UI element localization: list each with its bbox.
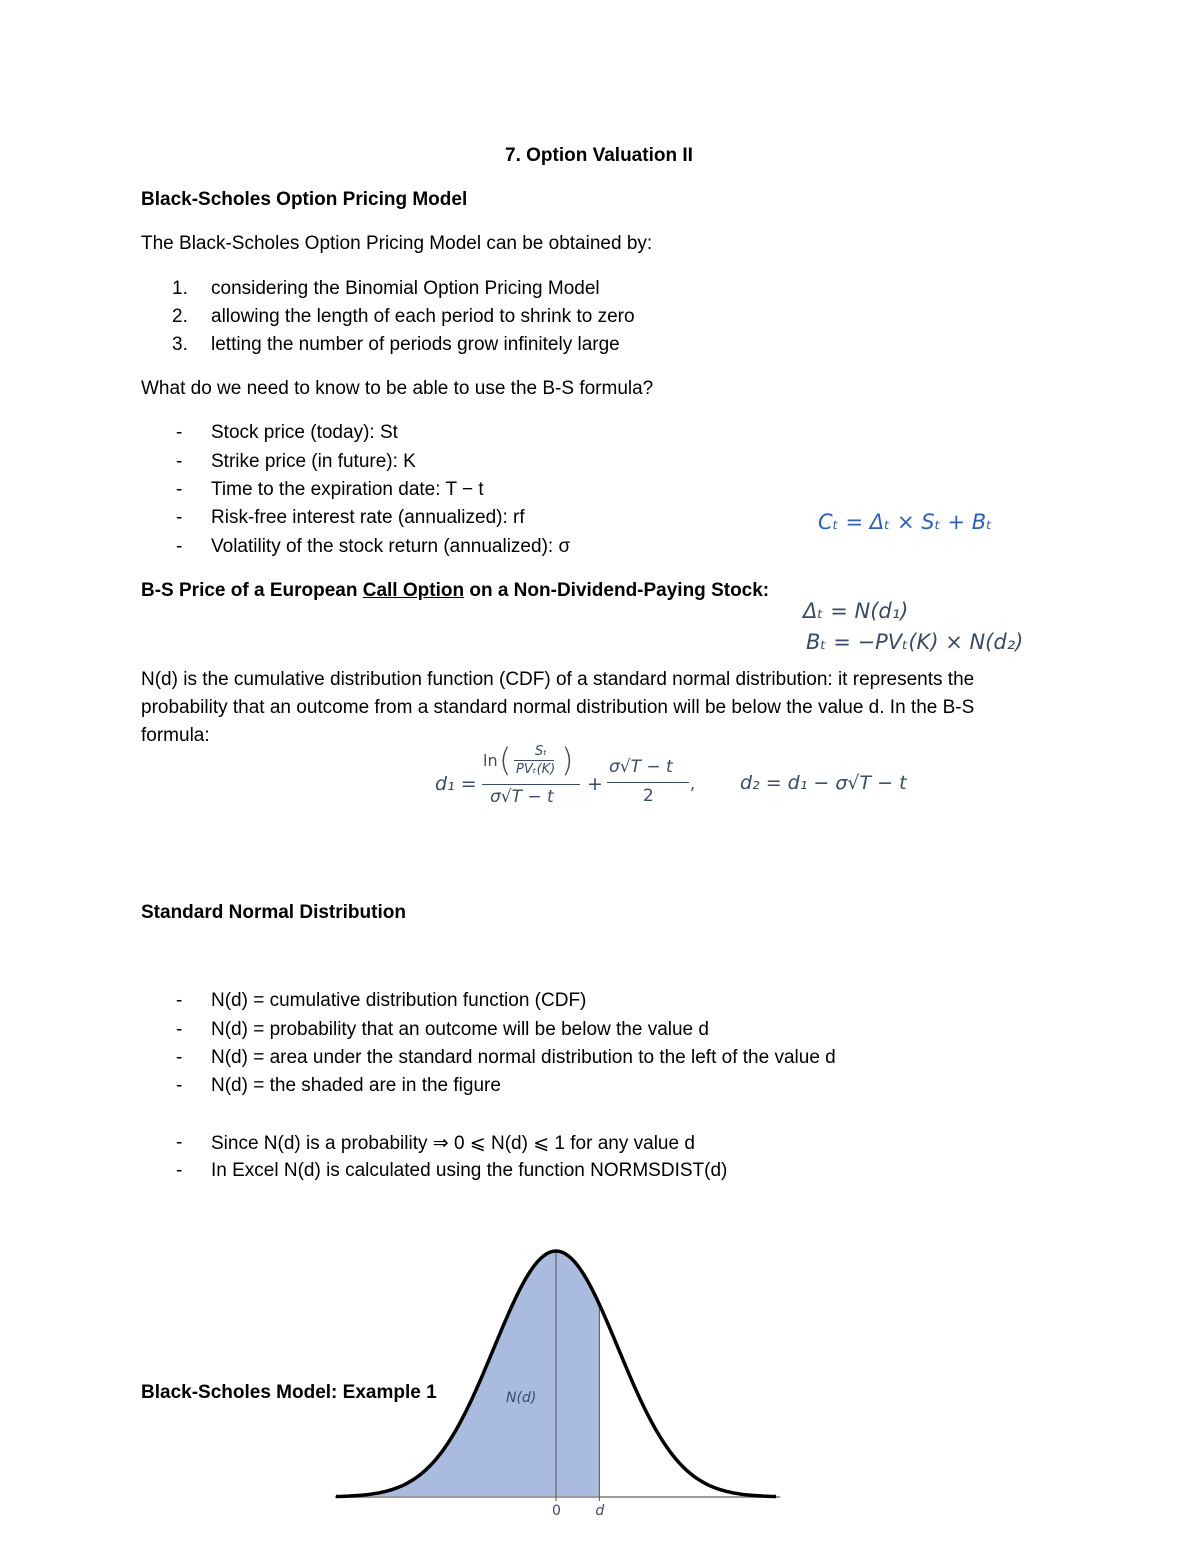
- bullet-dash: -: [176, 1160, 183, 1181]
- right-paren: ): [561, 741, 574, 779]
- main-fraction-bar: [482, 784, 580, 785]
- question-text: What do we need to know to be able to use the B-S formula?: [141, 378, 654, 399]
- list-text: letting the number of periods grow infinitely large: [211, 334, 620, 355]
- list-text: Time to the expiration date: T − t: [211, 479, 484, 500]
- bullet-dash: -: [176, 536, 183, 557]
- list-text: considering the Binomial Option Pricing Model: [211, 278, 600, 299]
- nd-paragraph-line: N(d) is the cumulative distribution function (CDF) of a standard normal distribution: it represents the: [141, 669, 975, 690]
- left-paren: (: [499, 741, 512, 779]
- list-text: In Excel N(d) is calculated using the function NORMSDIST(d): [211, 1160, 728, 1181]
- list-text: Risk-free interest rate (annualized): rf: [211, 507, 525, 528]
- call-option-heading: [141, 580, 769, 602]
- list-text: allowing the length of each period to shrink to zero: [211, 306, 635, 327]
- call-option-link[interactable]: Call Option: [362, 580, 465, 601]
- bullet-dash: -: [176, 990, 183, 1011]
- st-numerator: Sₜ: [535, 744, 548, 759]
- bullet-dash: -: [176, 479, 183, 500]
- pvk-denominator: PVₜ(K): [516, 762, 556, 777]
- bullet-dash: -: [176, 1047, 183, 1068]
- d1-lhs: d₁ =: [435, 773, 477, 795]
- list-text: N(d) = the shaded are in the figure: [211, 1075, 501, 1096]
- bullet-dash: -: [176, 1132, 183, 1153]
- nd-paragraph-line: formula:: [141, 725, 210, 746]
- sigma-sqrt-numerator: σ√T − t: [609, 757, 673, 777]
- bullet-dash: -: [176, 422, 183, 443]
- zero-label: 0: [552, 1503, 561, 1519]
- intro-text: The Black-Scholes Option Pricing Model can be obtained by:: [141, 233, 653, 254]
- example-heading: Black-Scholes Model: Example 1: [141, 1382, 437, 1403]
- d-label: d: [595, 1503, 605, 1519]
- sigma-sqrt-denominator: σ√T − t: [490, 787, 554, 807]
- two-denominator: 2: [643, 786, 654, 806]
- comma: ,: [690, 774, 696, 793]
- bond-formula: Bₜ = −PVₜ(K) × N(d₂): [806, 630, 1024, 654]
- heading-suffix: on a Non-Dividend-Paying Stock:: [464, 580, 770, 601]
- list-text: N(d) = area under the standard normal distribution to the left of the value d: [211, 1047, 836, 1068]
- section-heading-standard-normal: Standard Normal Distribution: [141, 902, 406, 923]
- plus-sign: +: [587, 773, 603, 795]
- list-text: Stock price (today): St: [211, 422, 398, 443]
- section-heading-bs-model: Black-Scholes Option Pricing Model: [141, 189, 468, 210]
- list-text: N(d) = probability that an outcome will be below the value d: [211, 1019, 709, 1040]
- list-text: Since N(d) is a probability ⇒ 0 ⩽ N(d) ⩽ 1 for any value d: [211, 1133, 695, 1154]
- call-price-formula: Cₜ = Δₜ × Sₜ + Bₜ: [818, 510, 993, 534]
- second-fraction-bar: [607, 782, 689, 783]
- inner-fraction-bar: [514, 760, 554, 761]
- bullet-dash: -: [176, 1019, 183, 1040]
- nd-paragraph-line: probability that an outcome from a standard normal distribution will be below the value d. In the B-S: [141, 697, 975, 718]
- list-text: N(d) = cumulative distribution function (CDF): [211, 990, 587, 1011]
- list-number: 1.: [172, 278, 188, 299]
- list-number: 3.: [172, 334, 188, 355]
- bullet-dash: -: [176, 507, 183, 528]
- bullet-dash: -: [176, 451, 183, 472]
- area-label: N(d): [506, 1390, 537, 1406]
- bullet-dash: -: [176, 1075, 183, 1096]
- d2-formula: d₂ = d₁ − σ√T − t: [740, 772, 907, 794]
- shaded-area: [336, 1251, 600, 1497]
- ln-label: ln: [483, 751, 498, 770]
- delta-formula: Δₜ = N(d₁): [803, 599, 909, 623]
- list-text: Volatility of the stock return (annualized): σ: [211, 536, 571, 557]
- list-number: 2.: [172, 306, 188, 327]
- page-title: 7. Option Valuation II: [505, 145, 693, 166]
- list-text: Strike price (in future): K: [211, 451, 416, 472]
- heading-prefix: B-S Price of a European: [141, 580, 363, 601]
